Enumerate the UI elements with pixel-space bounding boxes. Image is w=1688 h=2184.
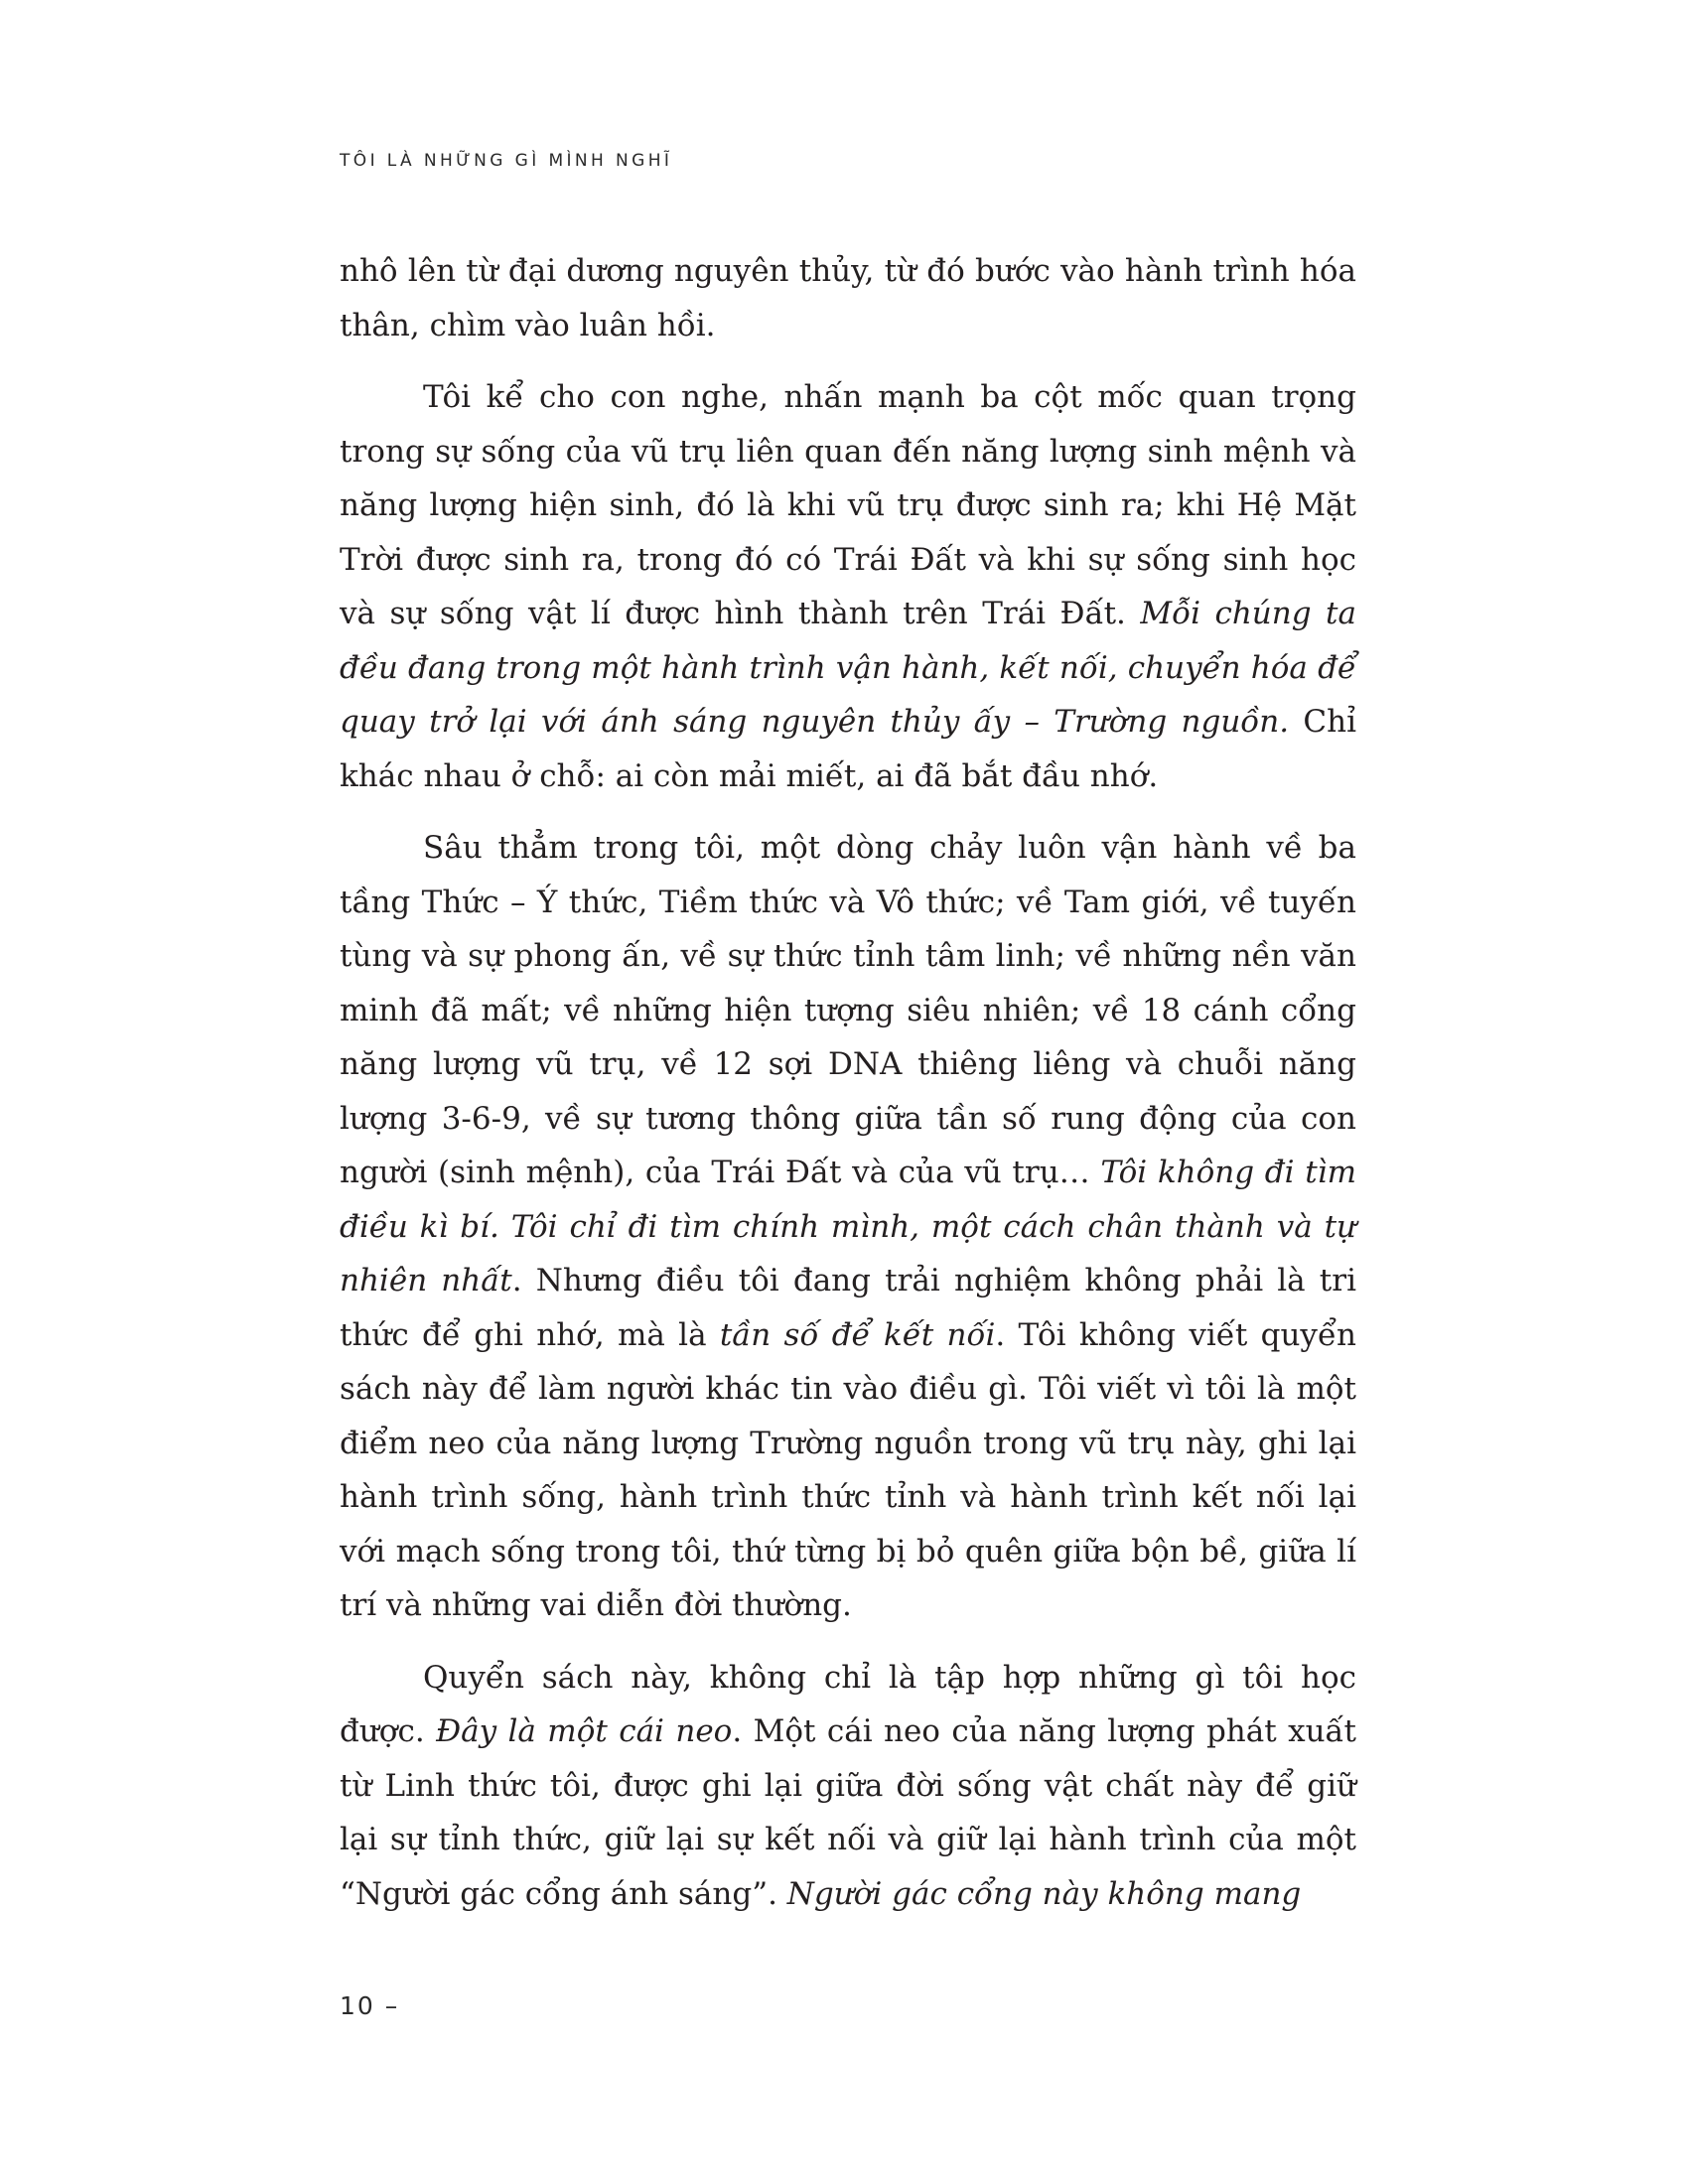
body-text bbox=[340, 244, 1356, 1939]
text-segment: Chỉ khác nhau ở chỗ: ai còn mải miết, ai đã bắt đầu nhớ. bbox=[340, 704, 1356, 794]
italic-segment: Tôi không đi tìm điều kì bí. Tôi chỉ đi tìm chính mình, một cách chân thành và tự nhiên nhất bbox=[340, 1155, 1356, 1298]
paragraph-2 bbox=[340, 370, 1356, 803]
text-segment: . Một cái neo của năng lượng phát xuất từ Linh thức tôi, được ghi lại giữa đời sống vật chất này để giữ lại sự tỉnh thức, giữ lại sự kết nối và giữ lại hành trình của một “Người gác cổng ánh sáng”. bbox=[340, 1713, 1357, 1912]
text-segment: nhô lên từ đại dương nguyên thủy, từ đó bước vào hành trình hóa thân, chìm vào luân hồi. bbox=[340, 253, 1356, 343]
text-segment: . Tôi không viết quyển sách này để làm người khác tin vào điều gì. Tôi viết vì tôi là một điểm neo của năng lượng Trường nguồn trong vũ trụ này, ghi lại hành trình sống, hành trình thức tỉnh và hành trình kết nối lại với mạch sống trong tôi, thứ từng bị bỏ quên giữa bộn bề, giữa lí trí và những vai diễn đời thường. bbox=[340, 1316, 1356, 1623]
text-segment: . Nhưng điều tôi đang trải nghiệm không phải là tri thức để ghi nhớ, mà là bbox=[340, 1263, 1356, 1353]
italic-segment: Mỗi chúng ta đều đang trong một hành trình vận hành, kết nối, chuyển hóa để quay trở lại với ánh sáng nguyên thủy ấy – Trường nguồn. bbox=[340, 596, 1356, 740]
italic-segment: Người gác cổng này không mang bbox=[786, 1875, 1302, 1912]
paragraph-1 bbox=[340, 244, 1356, 352]
italic-segment: tần số để kết nối bbox=[719, 1316, 996, 1353]
paragraph-4 bbox=[340, 1651, 1356, 1922]
italic-segment: Đây là một cái neo bbox=[436, 1713, 733, 1749]
paragraph-3 bbox=[340, 821, 1356, 1633]
text-segment: Sâu thẳm trong tôi, một dòng chảy luôn vận hành về ba tầng Thức – Ý thức, Tiềm thức và Vô thức; về Tam giới, về tuyến tùng và sự phong ấn, về sự thức tỉnh tâm linh; về những nền văn minh đã mất; về những hiện tượng siêu nhiên; về 18 cánh cổng năng lượng vũ trụ, về 12 sợi DNA thiêng liêng và chuỗi năng lượng 3-6-9, về sự tương thông giữa tần số rung động của con người (sinh mệnh), của Trái Đất và của vũ trụ… bbox=[340, 830, 1356, 1190]
page-number: 10 – bbox=[340, 1991, 400, 2020]
running-header: TÔI LÀ NHỮNG GÌ MÌNH NGHĨ bbox=[340, 151, 673, 171]
text-segment: Tôi kể cho con nghe, nhấn mạnh ba cột mốc quan trọng trong sự sống của vũ trụ liên quan đến năng lượng sinh mệnh và năng lượng hiện sinh, đó là khi vũ trụ được sinh ra; khi Hệ Mặt Trời được sinh ra, trong đó có Trái Đất và khi sự sống sinh học và sự sống vật lí được hình thành trên Trái Đất. bbox=[340, 379, 1356, 631]
text-segment: Quyển sách này, không chỉ là tập hợp những gì tôi học được. bbox=[340, 1659, 1356, 1749]
